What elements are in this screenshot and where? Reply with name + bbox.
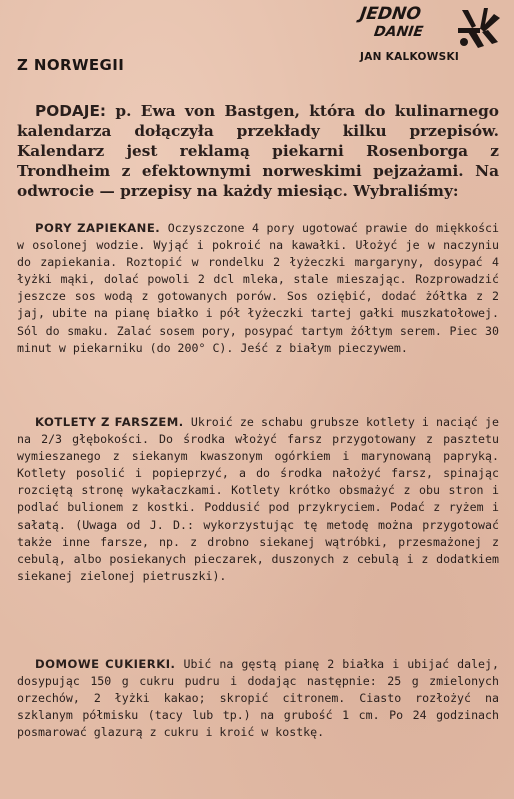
recipe-text: Ukroić ze schabu grubsze kotlety i naciąć je na 2/3 głębokości. Do środka włożyć farsz przygotowany z pasztetu wymieszanego z siekanym kwaszonym ogórkiem i marynowaną papryką. Kotlety posolić i popieprzyć, a do środka nałożyć farsz, spinając rozciętą stronę wykałaczkami. Kotlety krótko obsmażyć z obu stron i podlać bulionem z kostki. Poddusić pod przykryciem. Podać z ryżem i sałatą. (Uwaga od J. D.: wykorzystując tę metodę można przygotować także inne farsze, np. z drobno siekanej wątróbki, przesmażonej z cebulą, albo posiekanych pieczarek, duszonych z cebulą i z dodatkiem siekanej zielonej pietruszki). xyxy=(17,415,499,583)
recipe-heading: DOMOWE CUKIERKI. xyxy=(35,657,176,671)
article-intro xyxy=(17,101,499,201)
logo-brand-line2: DANIE xyxy=(372,24,425,40)
kitchen-utensils-icon xyxy=(454,6,504,50)
recipe-heading: PORY ZAPIEKANE. xyxy=(35,221,161,235)
column-logo xyxy=(358,4,508,68)
recipe-heading: KOTLETY Z FARSZEM. xyxy=(35,415,184,429)
recipe-domowe-cukierki xyxy=(17,656,499,741)
recipe-kotlety-z-farszem xyxy=(17,414,499,585)
recipe-text: Ubić na gęstą pianę 2 białka i ubijać dalej, dosypując 150 g cukru pudru i dodając następnie: 25 g zmielonych orzechów, 2 łyżki kakao; skropić citronem. Ciasto rozłożyć na szklanym półmisku (tacy lub tp.) na grubość 1 cm. Po 24 godzinach posmarować glazurą z cukru i kroić w kostkę. xyxy=(17,657,499,740)
recipe-text: Oczyszczone 4 pory ugotować prawie do miękkości w osolonej wodzie. Wyjąć i pokroić na kawałki. Ułożyć je w naczyniu do zapiekania. Roztopić w rondelku 2 łyżeczki margaryny, dosypać 4 łyżki mąki, dolać powoli 2 dcl mleka, stale mieszając. Rozprowadzić jeszcze sos wodą z gotowanych porów. Sos oziębić, dodać żółtka z 2 jaj, ubite na pianę białko i pół łyżeczki tartej gałki muszkatołowej. Sól do smaku. Zalać sosem pory, posypać tartym żółtym serem. Piec 30 minut w piekarniku (do 200° C). Jeść z białym pieczywem. xyxy=(17,221,500,355)
intro-text: p. Ewa von Bastgen, która do kulinarnego kalendarza dołączyła przekłady kilku przepisów. Kalendarz jest reklamą piekarni Rosenborga z Trondheim z efektownymi norweskimi pejzażami. Na odwrocie — przepisy na każdy miesiąc. Wybraliśmy: xyxy=(17,102,499,201)
article-title: Z NORWEGII xyxy=(17,56,125,74)
logo-brand-line1: JEDNO xyxy=(358,4,423,24)
intro-lead: PODAJE: xyxy=(35,102,107,121)
column-author: JAN KALKOWSKI xyxy=(360,51,460,63)
recipe-pory-zapiekane xyxy=(17,220,499,357)
